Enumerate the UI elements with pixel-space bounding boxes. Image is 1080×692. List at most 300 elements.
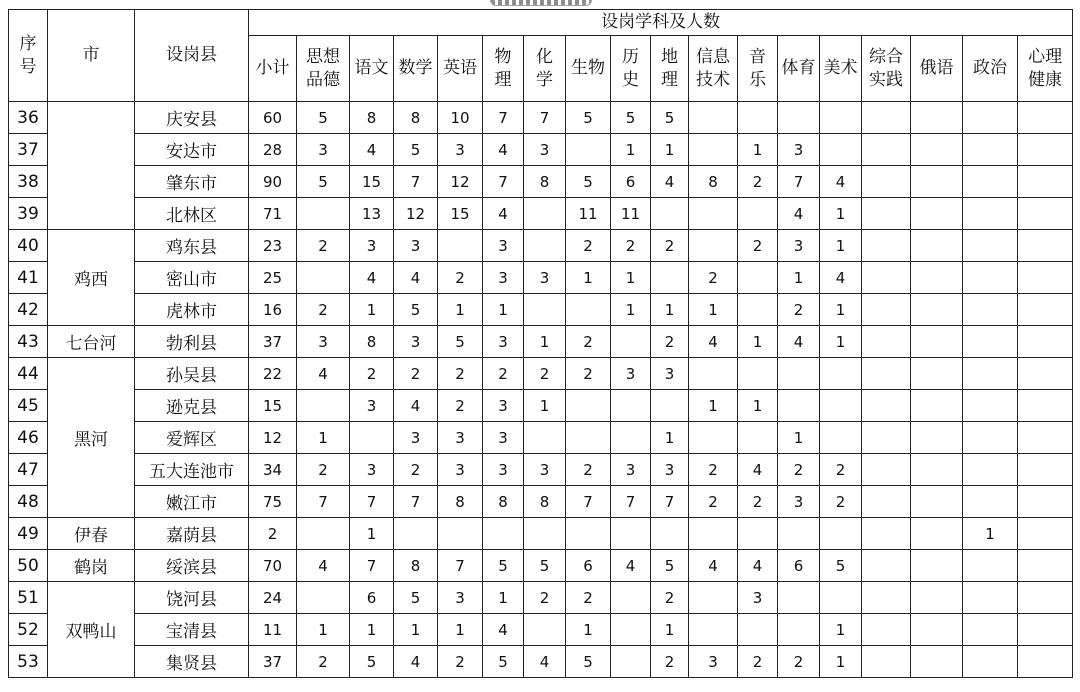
table-row [9,582,1073,614]
value-cell: 3 [778,230,820,262]
county-cell: 绥滨县 [135,550,249,582]
value-cell [611,646,651,678]
value-cell: 4 [689,550,738,582]
value-cell [963,422,1018,454]
value-cell: 11 [249,614,297,646]
value-cell: 7 [350,486,394,518]
value-cell: 5 [820,550,862,582]
value-cell [738,518,778,550]
value-cell: 7 [483,166,524,198]
value-cell: 4 [483,614,524,646]
value-cell: 2 [738,230,778,262]
value-cell [963,230,1018,262]
value-cell [911,422,963,454]
value-cell [689,102,738,134]
value-cell [911,294,963,326]
value-cell: 4 [524,646,566,678]
value-cell: 1 [820,614,862,646]
value-cell: 5 [566,166,611,198]
value-cell: 5 [438,326,483,358]
value-cell: 34 [249,454,297,486]
value-cell: 6 [778,550,820,582]
value-cell: 4 [738,454,778,486]
header-subject: 音 乐 [738,36,778,102]
value-cell: 2 [689,486,738,518]
value-cell: 2 [524,582,566,614]
value-cell: 3 [438,582,483,614]
value-cell: 60 [249,102,297,134]
value-cell: 37 [249,646,297,678]
value-cell: 3 [350,454,394,486]
value-cell: 5 [483,646,524,678]
value-cell: 2 [778,294,820,326]
value-cell [524,294,566,326]
value-cell: 1 [651,294,689,326]
header-subject: 体育 [778,36,820,102]
table-row [9,518,1073,550]
table-row [9,326,1073,358]
value-cell [1018,454,1073,486]
value-cell: 5 [611,102,651,134]
value-cell: 2 [438,646,483,678]
county-cell: 密山市 [135,262,249,294]
value-cell [911,326,963,358]
value-cell: 2 [651,646,689,678]
value-cell [1018,102,1073,134]
value-cell [911,358,963,390]
value-cell: 2 [394,358,438,390]
value-cell: 5 [297,102,350,134]
value-cell: 16 [249,294,297,326]
value-cell: 3 [483,422,524,454]
value-cell: 1 [483,582,524,614]
value-cell: 8 [483,486,524,518]
county-cell: 北林区 [135,198,249,230]
value-cell [963,166,1018,198]
value-cell: 2 [297,294,350,326]
value-cell [566,390,611,422]
value-cell: 4 [738,550,778,582]
value-cell: 1 [738,134,778,166]
value-cell [611,582,651,614]
value-cell: 5 [350,646,394,678]
value-cell [778,358,820,390]
value-cell: 6 [611,166,651,198]
county-cell: 饶河县 [135,582,249,614]
value-cell: 2 [566,230,611,262]
value-cell [778,390,820,422]
value-cell [651,198,689,230]
value-cell: 1 [820,230,862,262]
value-cell [911,646,963,678]
seq-cell: 49 [9,518,48,550]
value-cell: 2 [524,358,566,390]
value-cell: 7 [611,486,651,518]
value-cell [963,550,1018,582]
value-cell: 7 [297,486,350,518]
value-cell [911,614,963,646]
value-cell: 5 [394,582,438,614]
county-cell: 虎林市 [135,294,249,326]
value-cell: 3 [483,326,524,358]
county-cell: 爱辉区 [135,422,249,454]
value-cell [862,134,911,166]
seq-cell: 37 [9,134,48,166]
value-cell [1018,550,1073,582]
value-cell: 2 [297,230,350,262]
value-cell: 7 [651,486,689,518]
seq-cell: 53 [9,646,48,678]
value-cell [297,262,350,294]
value-cell: 2 [651,326,689,358]
seq-cell: 38 [9,166,48,198]
value-cell [738,262,778,294]
value-cell: 24 [249,582,297,614]
value-cell: 1 [438,294,483,326]
table-row [9,422,1073,454]
value-cell: 2 [778,646,820,678]
value-cell: 3 [689,646,738,678]
value-cell: 3 [524,134,566,166]
county-cell: 肇东市 [135,166,249,198]
value-cell [862,614,911,646]
value-cell: 3 [438,454,483,486]
value-cell: 1 [651,134,689,166]
value-cell [911,134,963,166]
value-cell [738,294,778,326]
table-row [9,614,1073,646]
value-cell [963,198,1018,230]
value-cell: 1 [651,614,689,646]
seq-cell: 48 [9,486,48,518]
seq-cell: 39 [9,198,48,230]
value-cell: 3 [350,390,394,422]
seq-cell: 45 [9,390,48,422]
value-cell [1018,262,1073,294]
value-cell: 3 [297,326,350,358]
header-subject: 综合 实践 [862,36,911,102]
value-cell [862,294,911,326]
value-cell [611,518,651,550]
value-cell: 2 [651,582,689,614]
value-cell [524,518,566,550]
value-cell: 5 [566,102,611,134]
value-cell [911,390,963,422]
value-cell [738,102,778,134]
value-cell [862,102,911,134]
value-cell: 8 [350,102,394,134]
value-cell [1018,294,1073,326]
value-cell [862,518,911,550]
value-cell: 4 [394,646,438,678]
value-cell: 3 [778,486,820,518]
value-cell: 4 [297,358,350,390]
value-cell: 13 [350,198,394,230]
seq-cell: 44 [9,358,48,390]
value-cell [1018,134,1073,166]
header-subject: 心理 健康 [1018,36,1073,102]
value-cell: 4 [483,134,524,166]
value-cell: 12 [394,198,438,230]
value-cell [689,198,738,230]
value-cell: 7 [394,486,438,518]
value-cell [862,582,911,614]
table-row [9,390,1073,422]
county-cell: 安达市 [135,134,249,166]
value-cell: 4 [297,550,350,582]
value-cell [862,422,911,454]
value-cell: 22 [249,358,297,390]
seq-cell: 52 [9,614,48,646]
header-subject: 思想 品德 [297,36,350,102]
value-cell [911,550,963,582]
value-cell [611,390,651,422]
value-cell: 8 [524,166,566,198]
value-cell [911,582,963,614]
value-cell [483,518,524,550]
seq-cell: 42 [9,294,48,326]
value-cell: 1 [611,134,651,166]
value-cell: 1 [611,294,651,326]
value-cell: 1 [297,614,350,646]
value-cell: 3 [651,358,689,390]
table-row [9,230,1073,262]
value-cell [689,134,738,166]
value-cell: 5 [297,166,350,198]
value-cell [1018,614,1073,646]
table-row [9,454,1073,486]
seq-cell: 36 [9,102,48,134]
header-subject: 生物 [566,36,611,102]
value-cell [820,390,862,422]
value-cell: 1 [689,390,738,422]
value-cell: 4 [778,326,820,358]
value-cell [394,518,438,550]
value-cell: 7 [566,486,611,518]
table-row [9,262,1073,294]
county-cell: 孙吴县 [135,358,249,390]
value-cell: 6 [566,550,611,582]
value-cell [820,102,862,134]
value-cell: 8 [350,326,394,358]
value-cell: 8 [524,486,566,518]
value-cell: 2 [438,262,483,294]
value-cell: 1 [738,390,778,422]
table-row [9,102,1073,134]
value-cell [651,262,689,294]
value-cell: 8 [438,486,483,518]
header-county: 设岗县 [135,10,249,102]
value-cell: 15 [438,198,483,230]
value-cell: 3 [297,134,350,166]
value-cell: 23 [249,230,297,262]
city-cell: 黑河 [48,358,135,518]
table-row [9,294,1073,326]
value-cell: 25 [249,262,297,294]
value-cell: 1 [350,614,394,646]
value-cell: 15 [350,166,394,198]
value-cell: 7 [350,550,394,582]
value-cell: 8 [394,102,438,134]
value-cell [963,326,1018,358]
value-cell [963,390,1018,422]
value-cell: 15 [249,390,297,422]
value-cell [689,518,738,550]
value-cell: 3 [778,134,820,166]
value-cell [1018,358,1073,390]
value-cell: 2 [738,646,778,678]
city-cell: 七台河 [48,326,135,358]
value-cell [862,486,911,518]
value-cell [862,390,911,422]
value-cell: 5 [566,646,611,678]
value-cell: 75 [249,486,297,518]
value-cell: 37 [249,326,297,358]
header-subjects-group: 设岗学科及人数 [249,10,1073,36]
value-cell [297,582,350,614]
city-cell: 鸡西 [48,230,135,326]
value-cell: 3 [611,358,651,390]
value-cell: 1 [738,326,778,358]
value-cell: 1 [820,198,862,230]
header-subject: 小计 [249,36,297,102]
table-header [9,10,1073,102]
value-cell [1018,326,1073,358]
value-cell: 3 [394,230,438,262]
seq-cell: 51 [9,582,48,614]
value-cell: 8 [394,550,438,582]
value-cell: 1 [524,326,566,358]
seq-cell: 41 [9,262,48,294]
value-cell [651,518,689,550]
value-cell: 1 [350,294,394,326]
value-cell: 11 [566,198,611,230]
value-cell [611,614,651,646]
value-cell [1018,230,1073,262]
county-cell: 集贤县 [135,646,249,678]
value-cell: 3 [350,230,394,262]
county-cell: 嘉荫县 [135,518,249,550]
seq-cell: 40 [9,230,48,262]
value-cell [524,230,566,262]
value-cell: 3 [524,454,566,486]
value-cell: 28 [249,134,297,166]
value-cell: 1 [438,614,483,646]
value-cell [963,102,1018,134]
value-cell [689,422,738,454]
value-cell: 2 [566,454,611,486]
value-cell [862,166,911,198]
value-cell: 7 [483,102,524,134]
value-cell: 1 [524,390,566,422]
value-cell: 70 [249,550,297,582]
value-cell [611,326,651,358]
header-subject: 历 史 [611,36,651,102]
value-cell [297,390,350,422]
value-cell [820,518,862,550]
value-cell [911,454,963,486]
value-cell: 7 [778,166,820,198]
value-cell: 7 [438,550,483,582]
header-seq: 序 号 [9,10,48,102]
value-cell [963,646,1018,678]
value-cell [689,230,738,262]
value-cell: 2 [438,358,483,390]
value-cell [689,582,738,614]
value-cell [778,582,820,614]
value-cell: 1 [820,294,862,326]
seq-cell: 43 [9,326,48,358]
value-cell [862,646,911,678]
value-cell [1018,646,1073,678]
value-cell: 71 [249,198,297,230]
value-cell: 3 [611,454,651,486]
value-cell [911,102,963,134]
value-cell [911,262,963,294]
value-cell: 3 [394,326,438,358]
value-cell [297,518,350,550]
value-cell: 1 [566,262,611,294]
value-cell [350,422,394,454]
header-subject: 俄语 [911,36,963,102]
value-cell [963,134,1018,166]
value-cell [778,102,820,134]
value-cell: 7 [394,166,438,198]
value-cell: 3 [438,422,483,454]
value-cell: 3 [394,422,438,454]
value-cell [911,166,963,198]
value-cell: 3 [738,582,778,614]
value-cell [820,134,862,166]
value-cell: 2 [738,166,778,198]
county-cell: 鸡东县 [135,230,249,262]
value-cell: 2 [249,518,297,550]
value-cell [862,358,911,390]
value-cell [820,358,862,390]
value-cell: 2 [297,454,350,486]
value-cell: 3 [651,454,689,486]
value-cell: 6 [350,582,394,614]
table-row [9,134,1073,166]
value-cell: 2 [566,326,611,358]
value-cell: 5 [483,550,524,582]
value-cell: 2 [611,230,651,262]
value-cell [524,614,566,646]
header-subject: 政治 [963,36,1018,102]
value-cell: 12 [249,422,297,454]
value-cell [963,262,1018,294]
header-subject: 语文 [350,36,394,102]
table-body [9,102,1073,678]
value-cell: 3 [524,262,566,294]
value-cell [862,550,911,582]
value-cell: 2 [297,646,350,678]
value-cell: 3 [438,134,483,166]
value-cell: 1 [611,262,651,294]
value-cell: 2 [483,358,524,390]
value-cell [862,326,911,358]
value-cell [1018,390,1073,422]
value-cell: 4 [350,262,394,294]
value-cell [778,518,820,550]
value-cell [524,422,566,454]
value-cell: 8 [689,166,738,198]
value-cell [963,614,1018,646]
value-cell: 2 [738,486,778,518]
table-row [9,166,1073,198]
value-cell: 4 [651,166,689,198]
header-subject: 英语 [438,36,483,102]
